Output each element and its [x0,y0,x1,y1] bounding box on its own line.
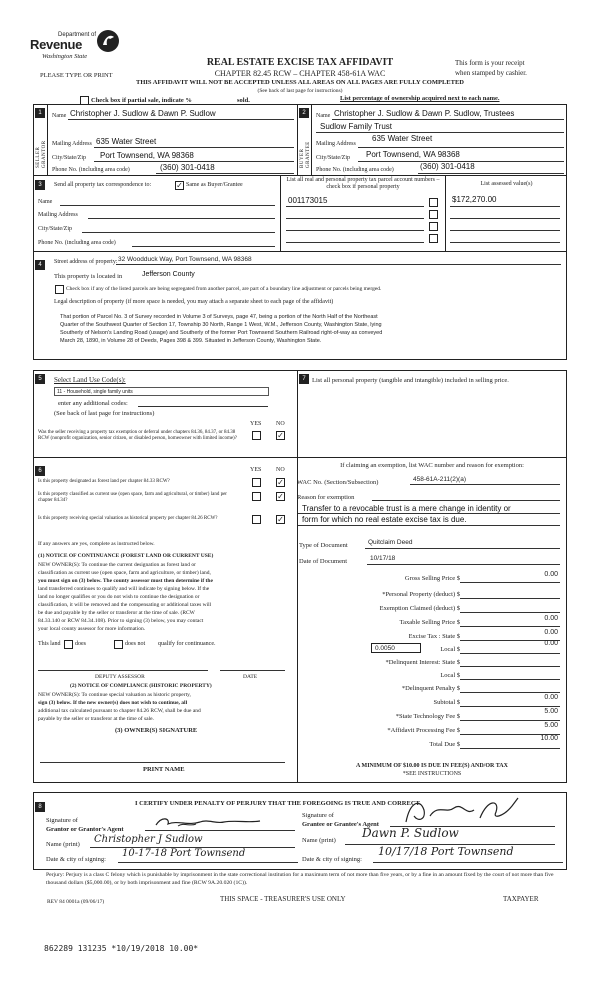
notice-2-line-1: NEW OWNER(S): To continue special valuation as historic property, [38,692,191,698]
seller-name-label: Name [52,113,67,119]
gross-value[interactable]: 0.00 [544,571,558,578]
correspondence-phone-label: Phone No. (including area code) [38,240,116,246]
additional-codes-label: enter any additional codes: [58,400,128,407]
grantor-date-city-label: Date & city of signing: [46,856,106,863]
seller-mailing-label: Mailing Address [52,141,92,147]
this-land-label: This land [38,641,61,647]
reason-line-2[interactable]: form for which no real estate excise tax is due. [302,515,467,524]
see-instructions: *SEE INSTRUCTIONS [402,771,462,777]
section-5-yes: YES [250,421,262,427]
grantee-signature[interactable] [400,794,530,826]
notice-1-line-7: be due and payable by the seller or transferor at the time of sale. (RCW [38,610,195,616]
personal-deduct-label: *Personal Property (deduct) $ [382,591,460,598]
county-label: This property is located in [54,273,123,280]
buyer-phone[interactable]: (360) 301-0418 [420,162,475,171]
historic-no-checkbox[interactable]: ✓ [277,515,284,524]
legal-line-2[interactable]: Quarter of the Southwest Quarter of Section 17, Township 30 North, Range 1 West, W.M., Jefferson County, Washington State, lying [60,322,382,328]
gross-label: Gross Selling Price $ [404,575,460,582]
doc-type-value[interactable]: Quitclaim Deed [368,539,413,546]
current-use-yes-checkbox[interactable] [252,492,261,501]
notice-1-line-4: land transferred continues to qualify and will indicate by signing below. If the [38,586,210,592]
seller-name[interactable]: Christopher J. Sudlow & Dawn P. Sudlow [70,109,216,118]
grantee-name-print[interactable]: Dawn P. Sudlow [362,826,459,840]
technology-fee-value[interactable]: 5.00 [544,708,558,715]
certify-statement: I CERTIFY UNDER PENALTY OF PERJURY THAT THE FOREGOING IS TRUE AND CORRECT. [135,800,422,807]
legal-line-4[interactable]: March 28, 1890, in Volume 28 of Deeds, Pages 398 & 399. Situated in Jefferson County, Washington State. [60,338,322,344]
form-see-back: (See back of last page for instructions) [257,88,343,94]
seller-mailing[interactable]: 635 Water Street [96,137,157,146]
grantor-name-label: Name (print) [46,841,80,848]
doc-date-label: Date of Document [299,558,348,565]
grantor-signature[interactable] [148,810,288,832]
exemption-claim-label: If claiming an exemption, list WAC number and reason for exemption: [340,462,524,469]
section-4-badge: 4 [35,260,45,270]
total-due-label: Total Due $ [429,741,460,748]
buyer-side-label: BUYER GRANTEE [300,141,311,168]
notice-1-line-1: NEW OWNER(S): To continue the current designation as forest land or [38,562,196,568]
subtotal-value[interactable]: 0.00 [544,694,558,701]
assessed-1[interactable]: $172,270.00 [452,195,497,204]
segregation-label: Check box if any of the listed parcels are being segregated from another parcel, are part of a boundary line adjustment or parcels being merged. [66,286,382,292]
perjury-notice: Perjury: Perjury is a class C felony which is punishable by imprisonment in the state correctional institution for a maximum term of not more than five years, or by a fine in an amount fixed by the court of not more than five thousand dollars ($5,000.00), or by both imprisonment and fine (RCW 9A.20.020 (1C)). [46,872,554,886]
local-tax-label: Local $ [440,646,460,653]
wac-label: WAC No. (Section/Subsection) [297,479,379,486]
land-use-select[interactable] [54,387,269,396]
buyer-phone-label: Phone No. (including area code) [316,167,394,173]
legal-line-1[interactable]: That portion of Parcel No. 3 of Survey recorded in Volume 3 of Surveys, page 47, being a portion of the North Half of the Northeast [60,314,378,320]
correspondence-name-label: Name [38,199,53,205]
buyer-city-label: City/State/Zip [316,155,350,161]
notice-1-line-9: your local county assessor for more information. [38,626,146,632]
notice-1-line-6: classification, it will be removed and the compensating or additional taxes will [38,602,212,608]
exemption-yes-checkbox[interactable] [252,431,261,440]
if-yes-note: If any answers are yes, complete as instructed below. [38,541,155,547]
technology-fee-label: *State Technology Fee $ [395,713,460,720]
historic-yes-checkbox[interactable] [252,515,261,524]
same-as-buyer-checkbox[interactable]: ✓ [176,181,183,190]
section-6-no: NO [276,467,285,473]
notice-1-line-8: 84.33.140 or RCW 84.34.108). Prior to signing (3) below, you may contact [38,618,204,624]
personal-property-checkbox-4[interactable] [429,234,438,243]
buyer-name-label: Name [316,113,331,119]
section-5-badge: 5 [35,374,45,384]
personal-property-checkbox-2[interactable] [429,210,438,219]
print-name-label: PRINT NAME [143,766,185,773]
correspondence-mailing-label: Mailing Address [38,212,78,218]
form-warning: THIS AFFIDAVIT WILL NOT BE ACCEPTED UNLESS ALL AREAS ON ALL PAGES ARE FULLY COMPLETED [136,79,464,86]
section-2-badge: 2 [299,108,309,118]
current-use-no-checkbox[interactable]: ✓ [277,492,284,501]
send-correspondence-label: Send all property tax correspondence to: [54,182,152,188]
form-id: REV 84 0001a (09/06/17) [47,899,105,905]
section-6-badge: 6 [35,466,45,476]
current-use-question: Is this property classified as current use (open space, farm and agricultural, or timber) land per chapter 84.34? [38,492,227,503]
grantee-date-city[interactable]: 10/17/18 Port Townsend [378,845,514,858]
grantor-name-print[interactable]: Christopher J Sudlow [94,834,203,845]
grantor-date-city[interactable]: 10-17-18 Port Townsend [122,848,246,859]
notice-2-line-2: sign (3) below. If the new owner(s) does not wish to continue, all [38,700,188,706]
partial-sale-label: Check box if partial sale, indicate % [91,97,192,104]
legal-label: Legal description of property (if more space is needed, you may attach a separate sheet to each page of the affidavit) [54,299,334,305]
buyer-mailing-label: Mailing Address [316,141,356,147]
reason-label: Reason for exemption [297,494,355,501]
wac-value[interactable]: 458-61A-211(2)(a) [413,476,466,483]
assessed-header: List assessed value(s) [480,181,533,187]
revenue-logo-icon [96,28,120,54]
exemption-no-checkbox[interactable]: ✓ [277,431,284,440]
reason-line-1[interactable]: Transfer to a revocable trust is a mere change in identity or [302,504,511,513]
partial-sale-sold: sold. [237,97,250,104]
buyer-mailing[interactable]: 635 Water Street [372,134,433,143]
seller-side-label: SELLER GRANTOR [36,140,47,168]
notice-1-line-2: classification as current use (open space, farm and agriculture, or timber) land, [38,570,211,576]
state-tax-value[interactable]: 0.00 [544,629,558,636]
county-value[interactable]: Jefferson County [142,271,195,278]
forest-no-checkbox[interactable]: ✓ [277,478,284,487]
land-does-not-checkbox[interactable] [114,640,123,649]
buyer-name-line-2[interactable]: Sudlow Family Trust [320,122,393,131]
seller-city[interactable]: Port Townsend, WA 98368 [100,151,194,160]
local-rate-value: 0.0050 [375,645,395,652]
delinquent-interest-label: *Delinquent Interest: State $ [385,659,460,666]
treasurer-use: THIS SPACE - TREASURER'S USE ONLY [220,895,346,903]
notice-1-title: (1) NOTICE OF CONTINUANCE (FOREST LAND OR CURRENT USE) [38,553,214,559]
delinquent-penalty-label: *Delinquent Penalty $ [401,685,460,692]
notice-2-title: (2) NOTICE OF COMPLIANCE (HISTORIC PROPERTY) [70,683,212,689]
logo-state: Washington State [42,53,88,60]
subtotal-label: Subtotal $ [433,699,460,706]
historic-question: Is this property receiving special valuation as historical property per chapter 84.26 RCW? [38,516,218,521]
section-5-see-back: (See back of last page for instructions) [54,410,155,417]
grantee-sig-label-2: Grantee or Grantee's Agent [302,821,379,828]
receipt-note-1: This form is your receipt [455,59,525,67]
street-label: Street address of property: [54,259,118,265]
section-7-badge: 7 [299,374,309,384]
grantee-sig-label-1: Signature of [302,812,334,819]
state-tax-label: Excise Tax : State $ [408,633,460,640]
deputy-assessor-label: DEPUTY ASSESSOR [95,674,145,680]
processing-fee-label: *Affidavit Processing Fee $ [387,727,460,734]
grantor-sig-label-1: Signature of [46,817,78,824]
form-subtitle: CHAPTER 82.45 RCW – CHAPTER 458-61A WAC [214,69,386,78]
qualify-label: qualify for continuance. [158,641,216,647]
legal-line-3[interactable]: Southerly of Nelson's Landing Road (usage) and Southerly of the former Port Townsend Southern Railroad right-of-way as conveyed [60,330,383,336]
parcel-1[interactable]: 001173015 [288,196,328,205]
please-type: PLEASE TYPE OR PRINT [40,72,113,79]
cashier-stamp: 862289 131235 *10/19/2018 10.00* [44,944,199,953]
land-use-label: Select Land Use Code(s): [54,376,126,384]
receipt-note-2: when stamped by cashier. [455,69,527,77]
exemption-question: Was the seller receiving a property tax exemption or deferral under chapters 84.36, 84.37, or 84.38 RCW (nonprofit organization, senior citizen, or disabled person, homeowner with limited income)? [38,430,237,441]
seller-phone-label: Phone No. (including area code) [52,167,130,173]
logo-name: Revenue [30,37,83,52]
notice-1-line-5: land no longer qualifies or you do not wish to continue the designation or [38,594,200,600]
forest-land-question: Is this property designated as forest land per chapter 84.33 RCW? [38,479,170,484]
minimum-note: A MINIMUM OF $10.00 IS DUE IN FEE(S) AND/OR TAX [356,763,508,769]
buyer-city[interactable]: Port Townsend, WA 98368 [366,150,460,159]
owner-signature-label: (3) OWNER(S) SIGNATURE [115,727,198,734]
section-1-badge: 1 [35,108,45,118]
ownership-note: List percentage of ownership acquired next to each name. [340,95,500,102]
logo-dept: Department of [58,32,97,38]
correspondence-city-label: City/State/Zip [38,226,72,232]
form-title: REAL ESTATE EXCISE TAX AFFIDAVIT [206,57,394,68]
street-address[interactable]: 32 Woodduck Way, Port Townsend, WA 98368 [118,256,252,263]
section-5-no: NO [276,421,285,427]
grantee-name-label: Name (print) [302,837,336,844]
section-6-yes: YES [250,467,262,473]
doc-date-value[interactable]: 10/17/18 [370,555,396,562]
section-3-badge: 3 [35,180,45,190]
notice-2-line-3: additional tax calculated pursuant to chapter 84.26 RCW, shall be due and [38,708,201,714]
grantee-date-city-label: Date & city of signing: [302,856,362,863]
deputy-date-label: DATE [243,674,258,680]
processing-fee-value[interactable]: 5.00 [544,722,558,729]
exemption-deduct-label: Exemption Claimed (deduct) $ [379,605,460,612]
notice-2-line-4: payable by the seller or transferor at the time of sale. [38,716,154,722]
personal-property-label: List all personal property (tangible and intangible) included in selling price. [312,377,509,384]
grantor-sig-label-2: Grantor or Grantor's Agent [46,826,124,833]
doc-type-label: Type of Document [299,542,348,549]
total-due-value[interactable]: 10.00 [540,735,558,742]
land-does-label: does [75,641,86,647]
personal-property-checkbox-1[interactable] [429,198,438,207]
land-does-not-label: does not [125,641,146,647]
land-does-checkbox[interactable] [64,640,73,649]
notice-1-line-3: you must sign on (3) below. The county assessor must then determine if the [38,578,213,584]
personal-property-checkbox-3[interactable] [429,222,438,231]
segregation-checkbox[interactable] [55,285,64,294]
forest-yes-checkbox[interactable] [252,478,261,487]
land-use-value: 11 - Household, single family units [57,389,133,395]
section-8-badge: 8 [35,802,45,812]
taxable-label: Taxable Selling Price $ [399,619,460,626]
buyer-name-line-1[interactable]: Christopher J. Sudlow & Dawn P. Sudlow, Trustees [334,109,515,118]
taxable-value[interactable]: 0.00 [544,615,558,622]
seller-city-label: City/State/Zip [52,155,86,161]
parcels-header: List all real and personal property tax parcel account numbers – check box if personal property [286,177,440,190]
delinquent-local-label: Local $ [440,672,460,679]
same-as-buyer-label: Same as Buyer/Grantee [186,182,243,188]
taxpayer-label: TAXPAYER [503,895,539,903]
local-tax-value[interactable]: 0.00 [544,640,558,647]
seller-phone[interactable]: (360) 301-0418 [160,163,215,172]
